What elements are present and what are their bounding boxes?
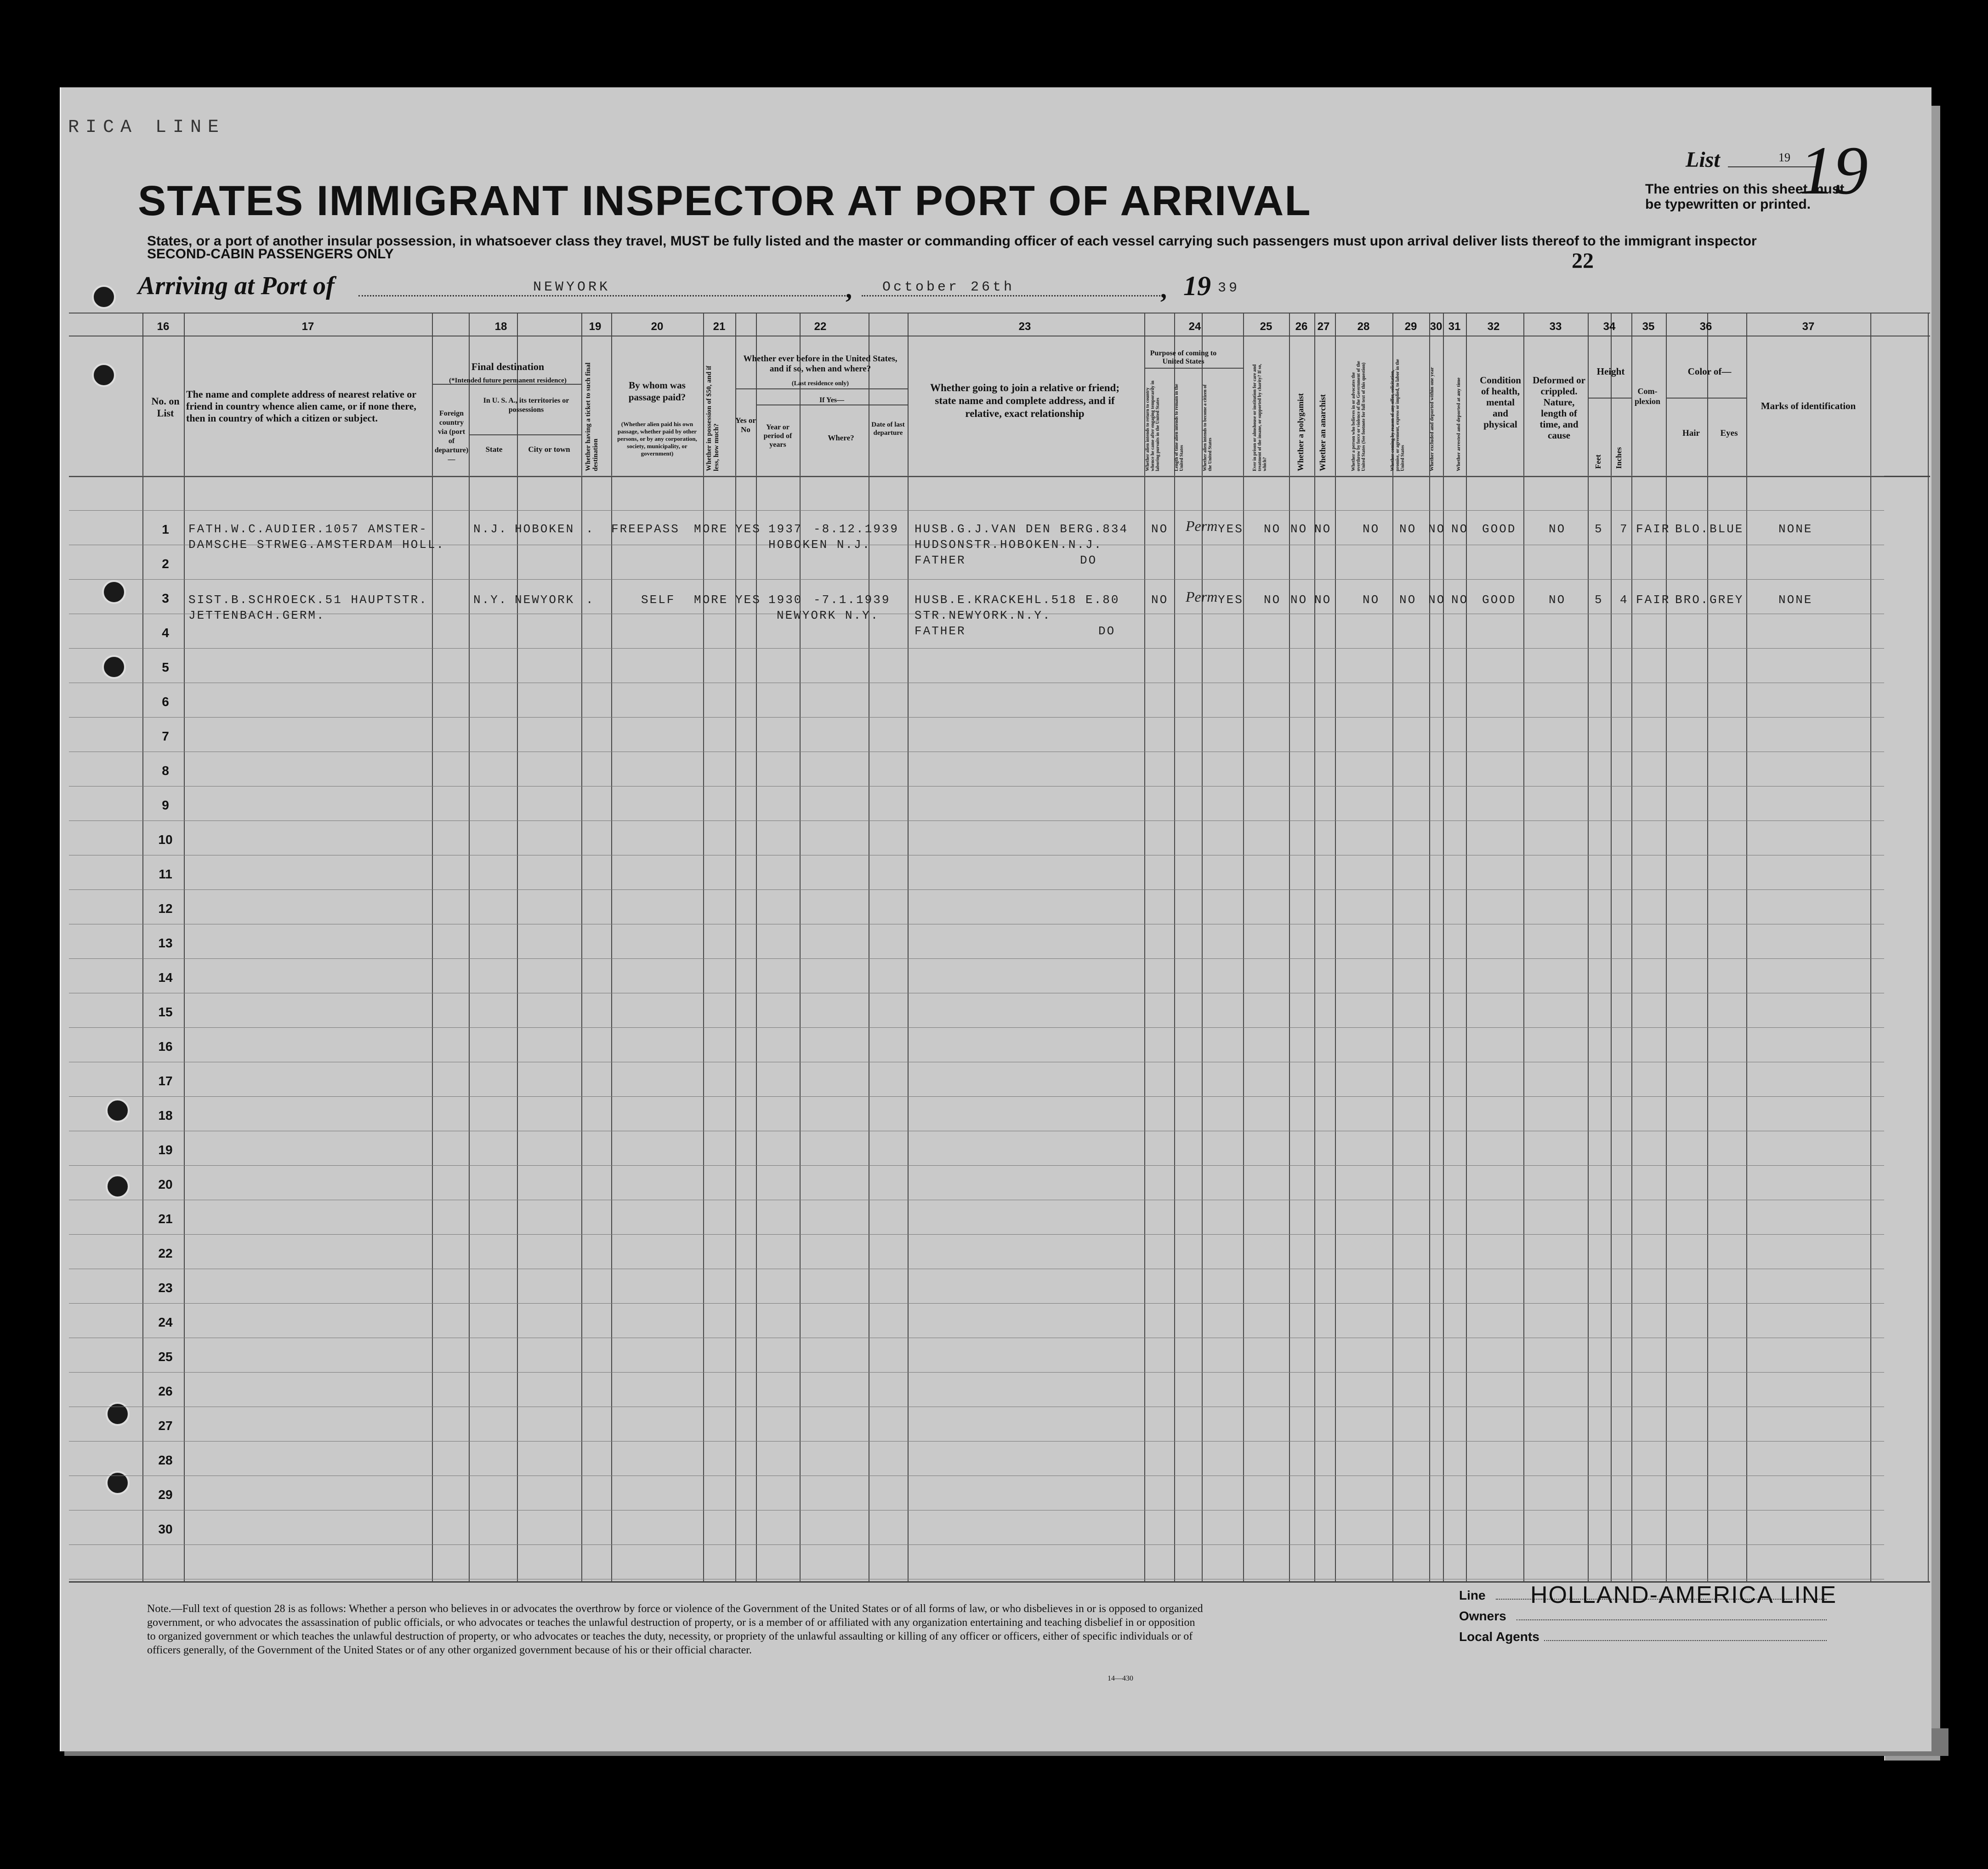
entry1-ticket: . xyxy=(586,522,595,536)
manifest-grid xyxy=(69,313,1930,1581)
owners-label: Owners xyxy=(1459,1609,1506,1623)
row-divider xyxy=(69,717,1884,718)
header-year-period: Year or period of years xyxy=(763,423,792,449)
year-suffix: 39 xyxy=(1218,280,1240,296)
row-divider xyxy=(69,510,1884,511)
year-prefix: 19 xyxy=(1183,271,1211,301)
entry1-join-do: DO xyxy=(1080,553,1097,567)
row-number: 26 xyxy=(158,1384,173,1398)
entry1-deformed: NO xyxy=(1549,522,1566,536)
column-divider xyxy=(1174,313,1175,1581)
row-number: 3 xyxy=(162,591,169,605)
row-number: 9 xyxy=(162,798,169,812)
column-divider xyxy=(1928,313,1929,1581)
list-number-handwritten: 19 xyxy=(1799,132,1868,209)
row-number: 10 xyxy=(158,832,173,847)
header-where: Where? xyxy=(828,433,854,442)
column-divider xyxy=(1443,313,1444,1581)
column-divider xyxy=(1707,313,1708,1581)
subtitle-class: SECOND-CABIN PASSENGERS ONLY xyxy=(147,246,394,262)
entry2-deformed: NO xyxy=(1549,593,1566,607)
header-complexion: Com-plexion xyxy=(1634,387,1660,406)
row-number: 6 xyxy=(162,695,169,709)
header-state: State xyxy=(485,445,503,454)
entry1-relative-line2: DAMSCHE STRWEG.AMSTERDAM HOLL. xyxy=(188,538,445,552)
entry2-join-line3: FATHER xyxy=(914,624,966,638)
column-number: 24 xyxy=(1188,320,1201,333)
row-number: 17 xyxy=(158,1074,173,1088)
header-condition: Condition of health, mental and physical xyxy=(1480,375,1521,430)
header-q30: Whether excluded and deported within one year xyxy=(1429,367,1435,471)
form-number: 14—430 xyxy=(1108,1675,1133,1682)
column-divider xyxy=(1335,313,1336,1581)
header-feet: Feet xyxy=(1594,454,1602,469)
entry2-state: N.Y. xyxy=(473,593,508,607)
column-number: 18 xyxy=(494,320,507,333)
column-number: 34 xyxy=(1603,320,1616,333)
header-anarchist: Whether an anarchist xyxy=(1318,394,1327,471)
row-divider xyxy=(69,1234,1884,1235)
entry1-where: HOBOKEN N.J. xyxy=(768,538,871,552)
column-number: 22 xyxy=(814,320,827,333)
header-final-destination-note: (*Intended future permanent residence) xyxy=(449,377,567,384)
header-eyes: Eyes xyxy=(1720,428,1738,438)
header-purpose: Purpose of coming to United States xyxy=(1150,349,1217,365)
column-number: 28 xyxy=(1357,320,1370,333)
header-height: Height xyxy=(1596,366,1625,377)
row-number: 11 xyxy=(159,867,172,881)
entry1-q30: NO xyxy=(1428,522,1446,536)
entry1-city: HOBOKEN xyxy=(515,522,575,536)
separator-comma: , xyxy=(846,275,852,304)
row-divider xyxy=(69,1027,1884,1028)
column-divider xyxy=(1631,313,1632,1581)
entry2-citizen: YES xyxy=(1218,593,1244,607)
arriving-label: Arriving at Port of xyxy=(138,272,335,300)
entry1-before: YES xyxy=(735,522,761,536)
entry2-q31: NO xyxy=(1451,593,1469,607)
column-divider xyxy=(1466,313,1467,1581)
column-divider xyxy=(1144,313,1145,1581)
entry1-length: Perm xyxy=(1186,518,1218,534)
entry2-q29: NO xyxy=(1399,593,1417,607)
column-number: 36 xyxy=(1699,320,1712,333)
row-divider xyxy=(69,648,1884,649)
entry1-marks: NONE xyxy=(1778,522,1813,536)
column-divider xyxy=(611,313,612,1581)
row-number: 18 xyxy=(158,1108,173,1123)
header-prison: Ever in prison or almshouse or institution for care and treatment of the insane, or supported by charity? If so, which? xyxy=(1252,364,1267,471)
column-number: 20 xyxy=(651,320,664,333)
header-before-us-note: (Last residence only) xyxy=(791,380,849,387)
header-passage-paid: By whom was passage paid? xyxy=(628,380,686,403)
header-city: City or town xyxy=(528,445,570,454)
entry1-paid-by: FREEPASS xyxy=(611,522,680,536)
header-before-us: Whether ever before in the United States, and if so, when and where? xyxy=(743,354,897,374)
entry1-join-line1: HUSB.G.J.VAN DEN BERG.834 xyxy=(914,522,1129,536)
footnote-question-28: Note.—Full text of question 28 is as follows: Whether a person who believes in or advocates the overthrow by force or violence of the Government of the United States or of all forms of law, or who disbelieves in or is opposed to organized government, or who advocates the assassination of public officials, or who advocates or teaches the unlawful destruction of property, or is a member of or affiliated with any organization entertaining and teaching disbelief in or opposition to organized government or which teaches the unlawful destruction of property, or who advocates or teaches the duty, necessity, or propriety of the unlawful assaulting or killing of any officer or officers, either of specific individuals or of officers generally, of the Government of the United States or of any other organized government because of his or their official character. xyxy=(147,1603,1203,1656)
column-divider xyxy=(581,313,582,1581)
entries-note: be typewritten or printed. xyxy=(1645,197,1811,212)
entry1-q28: NO xyxy=(1363,522,1380,536)
entry1-feet: 5 xyxy=(1595,522,1603,536)
entry2-hair: BRO. xyxy=(1675,593,1710,607)
entry2-years: 1930 xyxy=(768,593,803,607)
local-agents-field xyxy=(1544,1640,1827,1641)
list-prefix: 19 xyxy=(1778,151,1790,164)
column-divider xyxy=(1429,313,1430,1581)
sheet-number: 22 xyxy=(1572,249,1594,273)
date-line xyxy=(862,295,1160,296)
column-divider xyxy=(1746,313,1747,1581)
entry1-complexion: FAIR xyxy=(1636,522,1670,536)
entry2-paid-by: SELF xyxy=(641,593,676,607)
header-purpose-length: Length of time alien intends to remain in the United States xyxy=(1174,384,1184,471)
column-divider xyxy=(142,313,143,1581)
column-number: 21 xyxy=(713,320,726,333)
entry1-relative-line1: FATH.W.C.AUDIER.1057 AMSTER- xyxy=(188,522,428,536)
row-divider xyxy=(69,958,1884,959)
owners-field xyxy=(1517,1619,1827,1620)
row-number: 16 xyxy=(158,1039,173,1054)
row-number: 7 xyxy=(162,729,169,743)
entry2-q26: NO xyxy=(1290,593,1308,607)
column-divider xyxy=(1523,313,1524,1581)
local-agents-label: Local Agents xyxy=(1459,1630,1539,1644)
punch-hole xyxy=(92,285,116,309)
row-number: 4 xyxy=(162,626,169,640)
entry2-relative-line1: SIST.B.SCHROECK.51 HAUPTSTR. xyxy=(188,593,428,607)
column-divider xyxy=(735,313,736,1581)
row-number: 2 xyxy=(162,557,169,571)
row-divider xyxy=(69,1303,1884,1304)
row-divider xyxy=(69,1544,1884,1545)
port-value: NEWYORK xyxy=(533,279,611,295)
header-join-relative: Whether going to join a relative or friend; state name and complete address, and if relative, exact relationship xyxy=(930,382,1120,419)
entry2-q25: NO xyxy=(1264,593,1281,607)
subtitle-instructions: States, or a port of another insular possession, in whatsoever class they travel, MUST be fully listed and the master or commanding officer of each vessel carrying such passengers must upon arrival deliver lists thereof to the immigrant inspector xyxy=(147,234,1757,249)
row-number: 20 xyxy=(158,1177,173,1191)
column-number: 37 xyxy=(1802,320,1815,333)
column-number: 33 xyxy=(1549,320,1562,333)
row-number: 30 xyxy=(158,1522,173,1536)
row-number: 29 xyxy=(158,1487,173,1502)
entry1-departure: -8.12.1939 xyxy=(813,522,899,536)
entries-note: The entries on this sheet must xyxy=(1645,182,1845,197)
header-q28: Whether a person who believes in or advocates the overthrow by force or violence of the Government of the United States (See footnote for full text of this question) xyxy=(1351,361,1366,471)
entry2-health: GOOD xyxy=(1482,593,1517,607)
entry1-q25: NO xyxy=(1264,522,1281,536)
header-date-departure: Date of last departure xyxy=(871,421,905,437)
entry2-join-do: DO xyxy=(1098,624,1116,638)
column-divider xyxy=(517,313,518,1581)
row-number: 28 xyxy=(158,1453,173,1467)
line-label: Line xyxy=(1459,1588,1486,1602)
row-number: 12 xyxy=(158,901,173,916)
column-number: 25 xyxy=(1260,320,1272,333)
entry1-join-line3: FATHER xyxy=(914,553,966,567)
header-sub-rule xyxy=(1666,398,1746,399)
header-if-yes: If Yes— xyxy=(819,396,845,404)
column-divider xyxy=(1289,313,1290,1581)
header-sub-rule xyxy=(1588,398,1631,399)
entry2-where: NEWYORK N.Y. xyxy=(777,609,880,622)
entry2-q27: NO xyxy=(1314,593,1332,607)
header-passage-note: (Whether alien paid his own passage, whether paid by other persons, or by any corporation, society, municipality, or government) xyxy=(617,421,697,457)
entry2-city: NEWYORK xyxy=(515,593,575,607)
column-number: 29 xyxy=(1404,320,1417,333)
header-ticket: Whether having a ticket to such final destination xyxy=(585,362,599,471)
row-divider xyxy=(69,1096,1884,1097)
row-divider xyxy=(69,1372,1884,1373)
owners-value: HOLLAND-AMERICA LINE xyxy=(1530,1582,1837,1608)
entry2-marks: NONE xyxy=(1778,593,1813,607)
separator-comma: , xyxy=(1160,275,1167,304)
column-divider xyxy=(756,313,757,1581)
header-purpose-return: Whether alien intends to return to country whence he came after engaging temporarily in laboring pursuits in the United States xyxy=(1145,381,1160,471)
row-number: 22 xyxy=(158,1246,173,1260)
column-number: 35 xyxy=(1642,320,1655,333)
header-no-on-list: No. on List xyxy=(151,395,180,419)
header-final-destination: Final destination xyxy=(471,361,545,372)
entry1-q27: NO xyxy=(1314,522,1332,536)
header-hair: Hair xyxy=(1682,428,1700,438)
column-divider xyxy=(1611,313,1612,1581)
header-sub-rule xyxy=(1144,368,1243,369)
entry1-join-line2: HUDSONSTR.HOBOKEN.N.J. xyxy=(914,538,1103,552)
entry2-ticket: . xyxy=(586,593,595,607)
column-number: 32 xyxy=(1487,320,1500,333)
column-divider xyxy=(1588,313,1589,1581)
entry2-join-line1: HUSB.E.KRACKEHL.518 E.80 xyxy=(914,593,1120,607)
header-inches: Inches xyxy=(1614,447,1623,469)
column-divider xyxy=(908,313,909,1581)
corner-line-name: RICA LINE xyxy=(68,117,226,138)
entry1-q26: NO xyxy=(1290,522,1308,536)
header-yes-or-no: Yes or No xyxy=(735,416,756,434)
row-divider xyxy=(69,889,1884,890)
column-number: 23 xyxy=(1018,320,1031,333)
row-number: 14 xyxy=(158,970,173,985)
entry2-inches: 4 xyxy=(1620,593,1629,607)
header-q29: Whether coming by reason of any offer, solicitation, promise, or agreement, express or implied, to labor in the United States xyxy=(1390,359,1405,471)
header-polygamist: Whether a polygamist xyxy=(1296,393,1305,471)
entry1-return: NO xyxy=(1151,522,1169,536)
column-number: 17 xyxy=(301,320,314,333)
row-divider xyxy=(69,579,1884,580)
column-divider xyxy=(703,313,704,1581)
entry2-complexion: FAIR xyxy=(1636,593,1670,607)
entry2-q28: NO xyxy=(1363,593,1380,607)
row-divider xyxy=(69,1165,1884,1166)
entry2-relative-line2: JETTENBACH.GERM. xyxy=(188,609,325,622)
entry1-citizen: YES xyxy=(1218,522,1244,536)
column-divider xyxy=(432,313,433,1581)
column-divider xyxy=(1666,313,1667,1581)
column-divider xyxy=(469,313,470,1581)
entry2-fifty: MORE xyxy=(694,593,728,607)
entry2-feet: 5 xyxy=(1595,593,1603,607)
header-color-of: Color of— xyxy=(1687,366,1732,377)
row-number: 23 xyxy=(158,1281,173,1295)
column-number: 30 xyxy=(1430,320,1443,333)
entry1-state: N.J. xyxy=(473,522,508,536)
list-label: List xyxy=(1686,148,1720,172)
row-number: 1 xyxy=(162,522,169,536)
header-fifty-dollars: Whether in possession of $50, and if less, how much? xyxy=(705,365,720,471)
column-divider xyxy=(1202,313,1203,1581)
column-number: 27 xyxy=(1317,320,1330,333)
row-number: 5 xyxy=(162,660,169,674)
column-number: 31 xyxy=(1448,320,1461,333)
header-purpose-citizen: Whether alien intends to become a citizen of the United States xyxy=(1203,384,1213,471)
entry1-health: GOOD xyxy=(1482,522,1517,536)
row-number: 13 xyxy=(158,936,173,950)
header-sub-rule xyxy=(469,434,581,435)
header-nearest-relative: The name and complete address of nearest relative or friend in country whence alien came, or if none there, then in country of which a citizen or subject. xyxy=(186,388,416,424)
date-value: October 26th xyxy=(882,279,1015,295)
entry2-departure: -7.1.1939 xyxy=(813,593,891,607)
entry2-eyes: GREY xyxy=(1710,593,1744,607)
column-number: 16 xyxy=(157,320,170,333)
entry1-q31: NO xyxy=(1451,522,1469,536)
entry1-eyes: BLUE xyxy=(1710,522,1744,536)
column-divider xyxy=(184,313,185,1581)
entry1-years: 1937 xyxy=(768,522,803,536)
entry1-q29: NO xyxy=(1399,522,1417,536)
row-number: 8 xyxy=(162,764,169,778)
header-foreign-country: Foreign country via (port of departure)— xyxy=(434,410,469,463)
page-title: STATES IMMIGRANT INSPECTOR AT PORT OF ARRIVAL xyxy=(138,177,1312,224)
header-in-usa: In U. S. A., its territories or possessions xyxy=(483,397,569,414)
entry2-q30: NO xyxy=(1428,593,1446,607)
row-divider xyxy=(69,1441,1884,1442)
row-number: 25 xyxy=(158,1350,173,1364)
entry2-return: NO xyxy=(1151,593,1169,607)
header-q31: Whether arrested and deported at any time xyxy=(1456,377,1461,471)
column-number: 19 xyxy=(589,320,602,333)
column-divider xyxy=(1870,313,1871,1581)
entry2-before: YES xyxy=(735,593,761,607)
header-deformed: Deformed or crippled. Nature, length of time, and cause xyxy=(1533,375,1585,441)
column-divider xyxy=(1243,313,1244,1581)
row-number: 19 xyxy=(158,1143,173,1157)
column-divider xyxy=(1314,313,1315,1581)
row-number: 27 xyxy=(158,1419,173,1433)
entry1-hair: BLO. xyxy=(1675,522,1710,536)
entry1-fifty: MORE xyxy=(694,522,728,536)
entry1-inches: 7 xyxy=(1620,522,1629,536)
header-marks: Marks of identification xyxy=(1761,400,1856,411)
row-number: 15 xyxy=(158,1005,173,1019)
row-number: 21 xyxy=(158,1212,173,1226)
entry2-join-line2: STR.NEWYORK.N.Y. xyxy=(914,609,1051,622)
entry2-length: Perm xyxy=(1186,588,1218,605)
row-number: 24 xyxy=(158,1315,173,1329)
column-divider xyxy=(800,313,801,1581)
port-line xyxy=(358,295,846,296)
column-number: 26 xyxy=(1295,320,1308,333)
column-divider xyxy=(1392,313,1393,1581)
